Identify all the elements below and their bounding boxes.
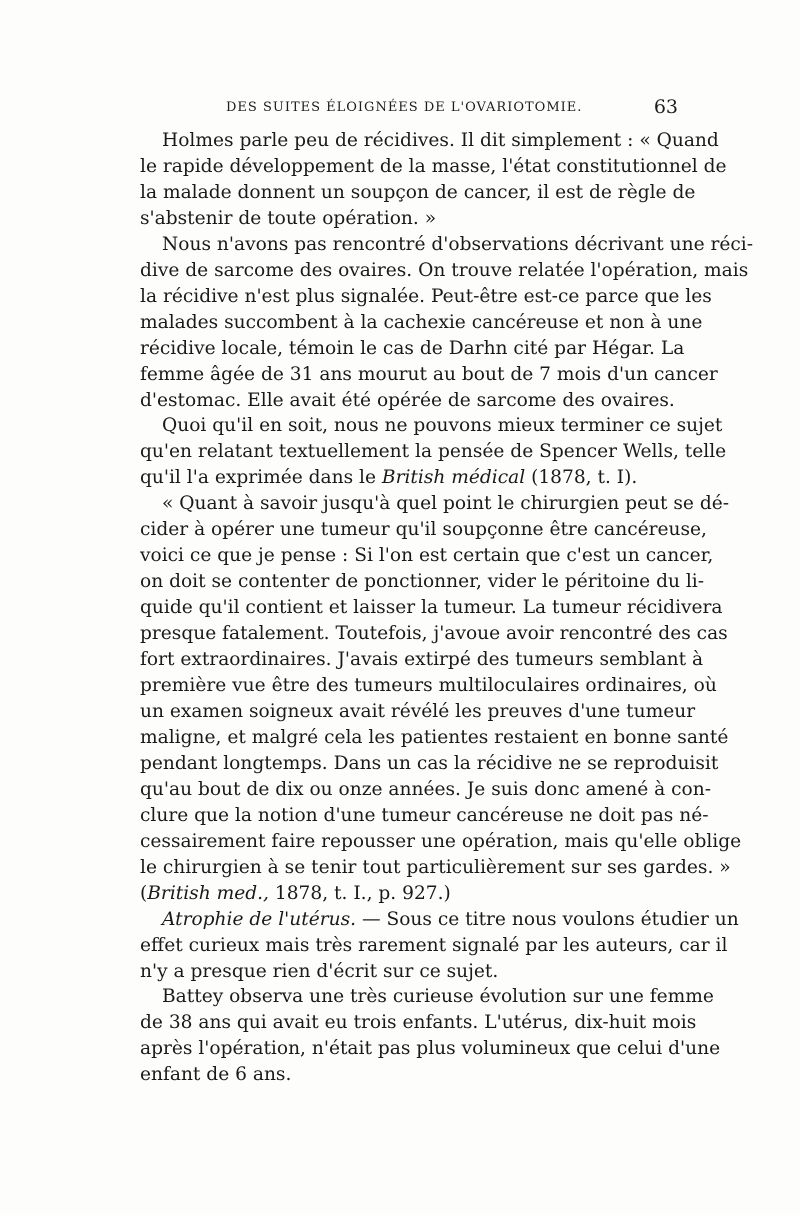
- text-line: la malade donnent un soupçon de cancer, il est de règle de: [140, 181, 696, 203]
- citation-source: British med.,: [147, 882, 269, 904]
- text-line: cider à opérer une tumeur qu'il soupçonne être cancéreuse,: [140, 519, 707, 541]
- text-line: voici ce que je pense : Si l'on est certain que c'est un cancer,: [140, 545, 714, 567]
- text-line: récidive locale, témoin le cas de Darhn cité par Hégar. La: [140, 337, 685, 359]
- paragraph-spencer-wells: [118, 413, 727, 491]
- text-line: presque fatalement. Toutefois, j'avoue avoir rencontré des cas: [140, 623, 728, 645]
- text-line: de 38 ans qui avait eu trois enfants. L'utérus, dix-huit mois: [140, 1012, 697, 1034]
- text-line: [118, 907, 739, 933]
- text-run: qu'il l'a exprimée dans le: [140, 467, 382, 489]
- text-line: s'abstenir de toute opération. »: [140, 207, 437, 229]
- text-line: on doit se contenter de ponctionner, vider le péritoine du li-: [140, 571, 705, 593]
- section-heading: Atrophie de l'utérus.: [162, 908, 357, 930]
- text-line: un examen soigneux avait révélé les preuves d'une tumeur: [140, 700, 696, 722]
- text-run: 1878, t. I., p. 927.): [268, 882, 451, 904]
- text-line: qu'au bout de dix ou onze années. Je suis donc amené à con-: [140, 778, 711, 800]
- text-line: première vue être des tumeurs multiloculaires ordinaires, où: [140, 675, 717, 697]
- body-text: [118, 128, 754, 1088]
- text-line: pendant longtemps. Dans un cas la récidive ne se reproduisit: [140, 752, 719, 774]
- paragraph-sarcome: [118, 232, 754, 414]
- text-line: fort extraordinaires. J'avais extirpé des tumeurs semblant à: [140, 649, 704, 671]
- text-line: enfant de 6 ans.: [140, 1064, 292, 1086]
- text-run: (: [140, 882, 148, 904]
- text-line: quide qu'il contient et laisser la tumeur. La tumeur récidivera: [140, 597, 723, 619]
- text-line: Battey observa une très curieuse évolution sur une femme: [162, 986, 714, 1008]
- text-line: dive de sarcome des ovaires. On trouve relatée l'opération, mais: [140, 259, 749, 281]
- page-number: 63: [653, 96, 678, 118]
- page-header: [118, 96, 678, 122]
- running-title: DES SUITES ÉLOIGNÉES DE L'OVARIOTOMIE.: [226, 100, 583, 115]
- text-line: le rapide développement de la masse, l'état constitutionnel de: [140, 155, 727, 177]
- text-line: clure que la notion d'une tumeur cancéreuse ne doit pas né-: [140, 804, 709, 826]
- text-line: le chirurgien à se tenir tout particulièrement sur ses gardes. »: [140, 856, 731, 878]
- text-line: cessairement faire repousser une opération, mais qu'elle oblige: [140, 830, 742, 852]
- text-line: Holmes parle peu de récidives. Il dit simplement : « Quand: [162, 130, 719, 151]
- citation-line: [118, 881, 678, 907]
- text-line: femme âgée de 31 ans mourut au bout de 7 mois d'un cancer: [140, 363, 718, 385]
- paragraph-holmes: [118, 128, 727, 232]
- paragraph-atrophie: [118, 907, 739, 985]
- paragraph-quotation: [118, 491, 742, 906]
- text-line: la récidive n'est plus signalée. Peut-être est-ce parce que les: [140, 285, 712, 307]
- journal-title: British médical: [381, 467, 526, 489]
- text-line: maligne, et malgré cela les patientes restaient en bonne santé: [140, 726, 729, 748]
- text-line: [118, 465, 678, 491]
- text-line: après l'opération, n'était pas plus volumineux que celui d'une: [140, 1038, 721, 1060]
- text-line: n'y a presque rien d'écrit sur ce sujet.: [140, 960, 499, 982]
- text-line: effet curieux mais très rarement signalé par les auteurs, car il: [140, 934, 728, 956]
- text-line: Nous n'avons pas rencontré d'observations décrivant une réci-: [162, 233, 754, 255]
- text-line: Quoi qu'il en soit, nous ne pouvons mieux terminer ce sujet: [162, 415, 723, 437]
- text-line: qu'en relatant textuellement la pensée de Spencer Wells, telle: [140, 441, 727, 463]
- paragraph-battey: [118, 984, 721, 1088]
- text-line: « Quant à savoir jusqu'à quel point le chirurgien peut se dé-: [162, 493, 730, 515]
- text-run: — Sous ce titre nous voulons étudier un: [356, 908, 739, 930]
- text-line: d'estomac. Elle avait été opérée de sarcome des ovaires.: [140, 389, 675, 411]
- text-line: malades succombent à la cachexie cancéreuse et non à une: [140, 311, 703, 333]
- text-run: (1878, t. I).: [525, 467, 638, 489]
